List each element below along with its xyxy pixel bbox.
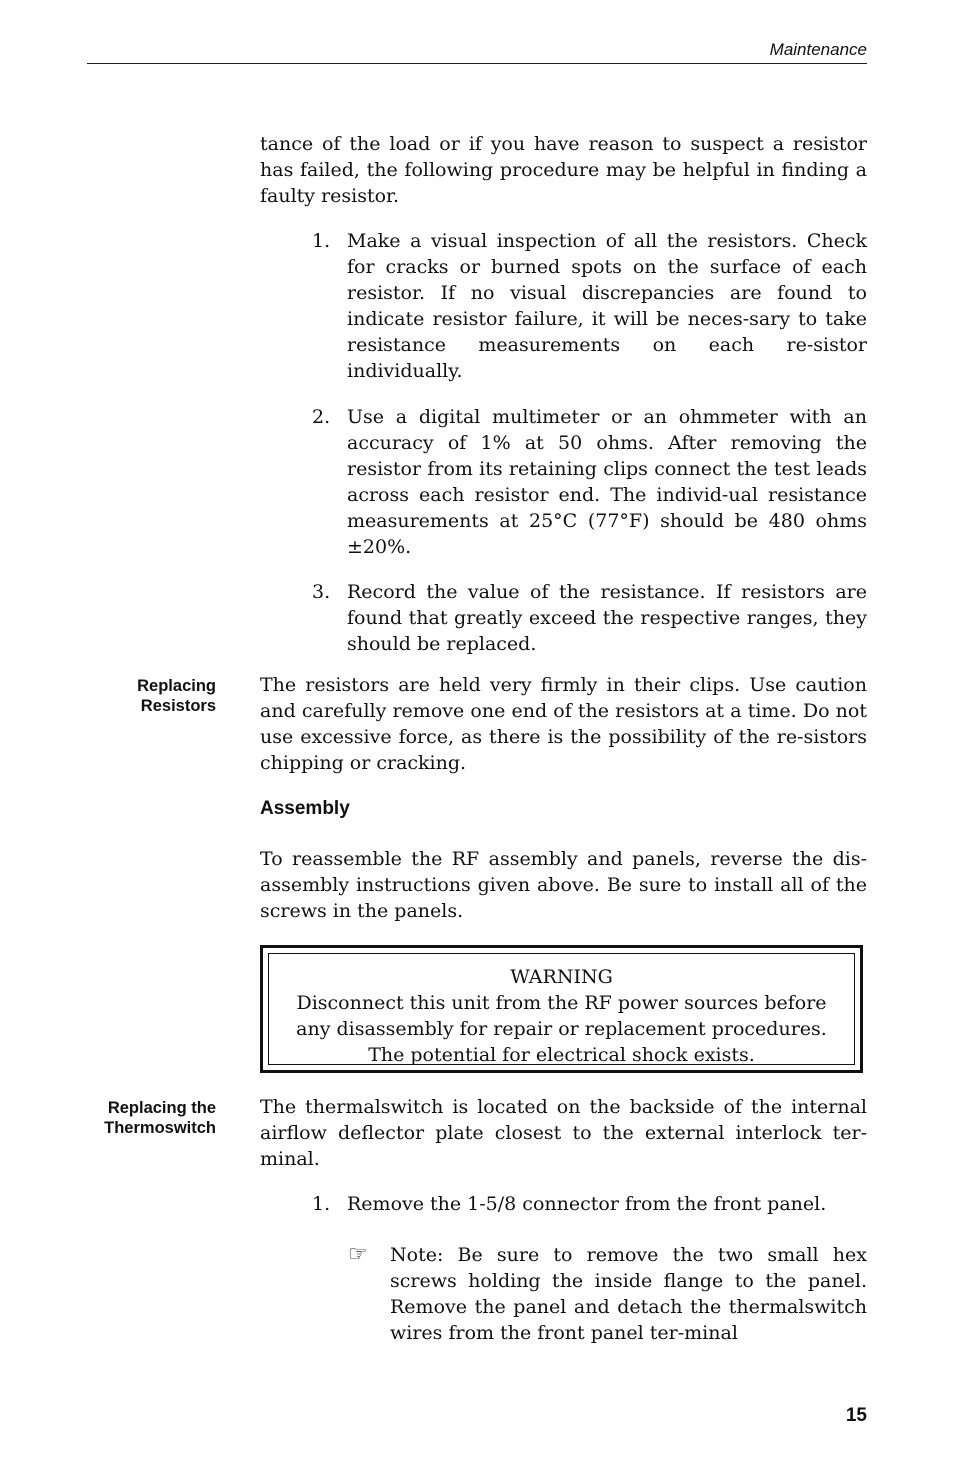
note-text: Note: Be sure to remove the two small hex screws holding the inside flange to the panel. Remove the panel and detach the thermalswitch wires from the front panel ter-minal <box>390 1244 867 1344</box>
side-heading-replacing-resistors <box>60 676 216 716</box>
list-number: 1. <box>312 1193 331 1215</box>
warning-inner-frame <box>268 953 855 1065</box>
page-number: 15 <box>845 1405 867 1426</box>
thermoswitch-paragraph: The thermalswitch is located on the backside of the internal airflow deflector plate closest to the external interlock ter-minal. <box>260 1096 867 1170</box>
running-header: Maintenance <box>769 40 867 59</box>
warning-line: Disconnect this unit from the RF power sources before <box>296 992 827 1014</box>
list-text: Use a digital multimeter or an ohmmeter with an accuracy of 1% at 50 ohms. After removing the resistor from its retaining clips connect the test leads across each resistor end. The individ-ual resistance measurements at 25°C (77°F) should be 480 ohms ±20%. <box>347 406 867 558</box>
side-heading-line: Replacing <box>137 677 216 695</box>
pointing-hand-icon: ☞ <box>348 1242 368 1267</box>
replacing-resistors-paragraph: The resistors are held very firmly in their clips. Use caution and carefully remove one end of the resistors at a time. Do not use excessive force, as there is the possibility of the re-sistors chipping or cracking. <box>260 674 867 774</box>
list-text: Make a visual inspection of all the resistors. Check for cracks or burned spots on the surface of each resistor. If no visual discrepancies are found to indicate resistor failure, it will be neces-sary to take resistance measurements on each re-sistor individually. <box>347 230 867 382</box>
side-heading-line: Thermoswitch <box>104 1119 216 1137</box>
header-rule <box>87 63 867 64</box>
warning-box <box>260 945 863 1073</box>
intro-paragraph: tance of the load or if you have reason to suspect a resistor has failed, the following procedure may be helpful in finding a faulty resistor. <box>260 133 867 207</box>
warning-line: any disassembly for repair or replacement procedures. <box>296 1018 827 1040</box>
assembly-heading: Assembly <box>260 798 350 819</box>
side-heading-line: Resistors <box>140 697 216 715</box>
list-number: 2. <box>312 406 331 428</box>
warning-line: The potential for electrical shock exists. <box>368 1044 755 1066</box>
list-number: 3. <box>312 581 331 603</box>
warning-title: WARNING <box>510 966 613 988</box>
list-number: 1. <box>312 230 331 252</box>
side-heading-replacing-thermoswitch <box>60 1098 216 1138</box>
list-text: Record the value of the resistance. If resistors are found that greatly exceed the respective ranges, they should be replaced. <box>347 581 867 655</box>
side-heading-line: Replacing the <box>107 1099 216 1117</box>
list-text: Remove the 1-5/8 connector from the front panel. <box>347 1193 827 1215</box>
assembly-paragraph: To reassemble the RF assembly and panels, reverse the dis-assembly instructions given above. Be sure to install all of the screws in the panels. <box>260 848 867 922</box>
